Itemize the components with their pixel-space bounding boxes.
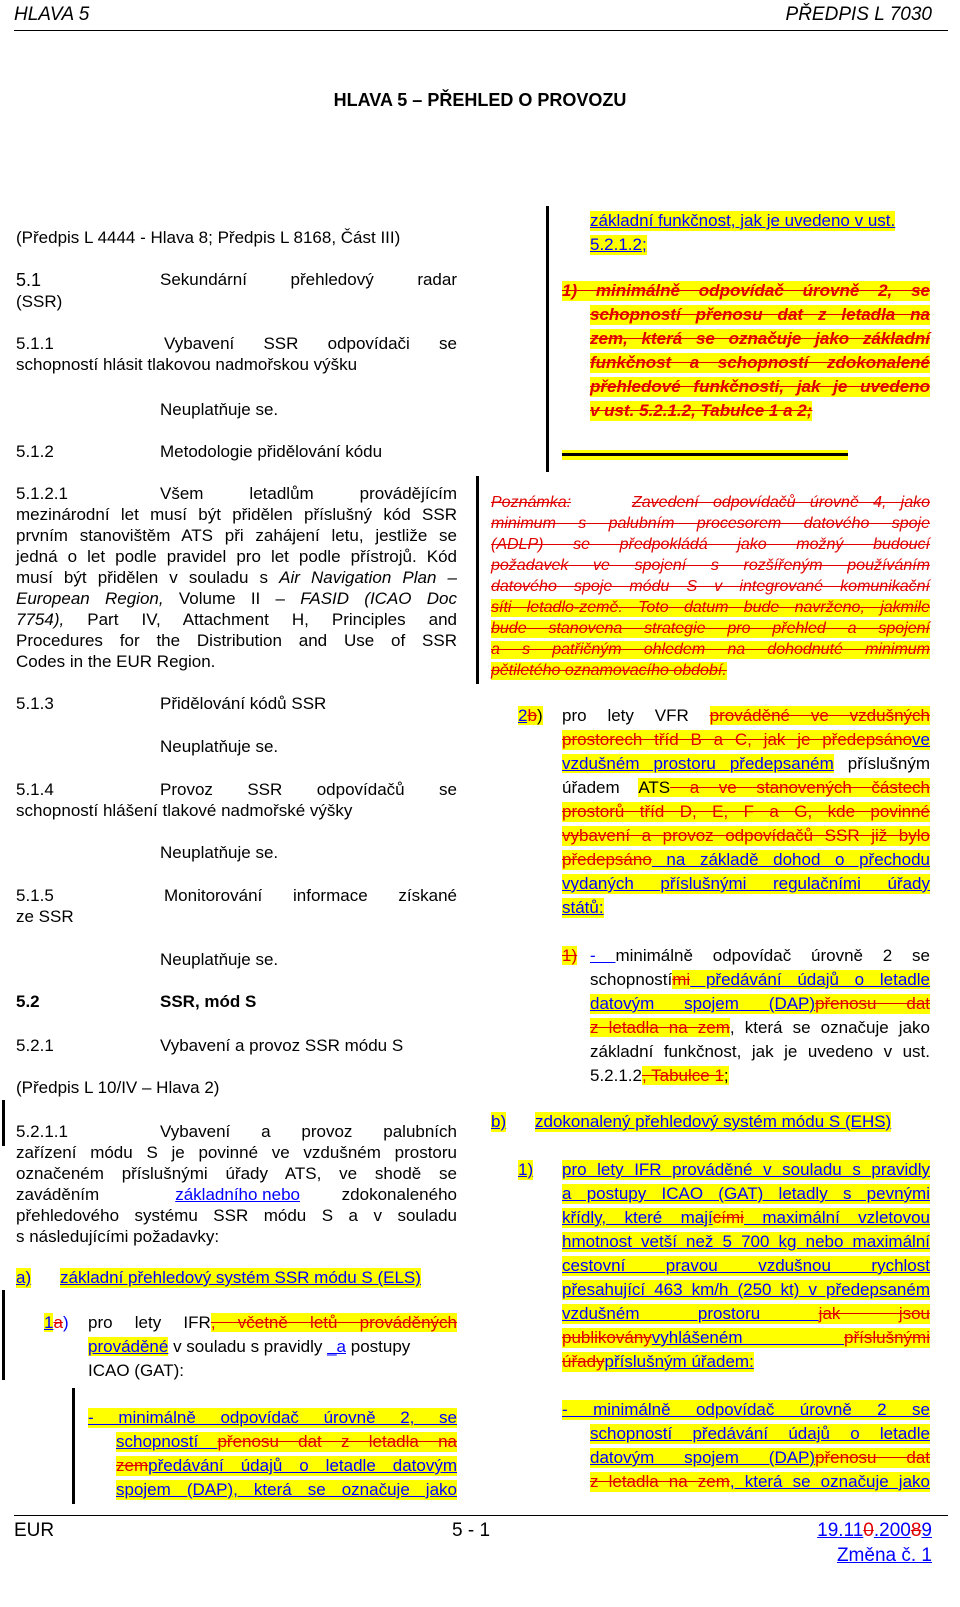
deleted-text: předepsáno <box>562 850 652 869</box>
item-b2-line <box>562 850 930 870</box>
deleted-text: přenosu dat <box>815 994 930 1013</box>
not-applicable-2: Neuplatňuje se. <box>160 737 279 756</box>
paragraph-line: Vybavení a provoz palubních <box>160 1122 457 1141</box>
section-5-1-title-cont: (SSR) <box>16 292 63 311</box>
item-a1-line <box>88 1313 457 1333</box>
text-run: 5.2.1.2 <box>590 1066 642 1085</box>
dash-line: - minimálně odpovídač úrovně 2 se <box>562 1400 930 1419</box>
section-5-1-5-number: 5.1.5 <box>16 886 54 905</box>
paragraph-line: Všem letadlům provádějícím <box>160 484 457 503</box>
change-bar <box>2 1290 5 1380</box>
dash-line: schopností předávání údajů o letadle <box>590 1424 930 1443</box>
chapter-title: HLAVA 5 – PŘEHLED O PROVOZU <box>333 90 627 110</box>
item-b1-line <box>562 1352 754 1372</box>
item-b-text: zdokonalený přehledový systém módu S (EHS) <box>535 1112 892 1131</box>
section-5-1-title: Sekundární přehledový radar <box>160 270 457 289</box>
deleted-text: zem <box>116 1456 149 1475</box>
deleted-rule <box>562 453 848 456</box>
dash-line: spojem (DAP), která se označuje jako <box>116 1480 457 1499</box>
source-reference: (Předpis L 4444 - Hlava 8; Předpis L 8168, Část III) <box>16 228 401 247</box>
deleted-text: b <box>527 706 537 725</box>
inserted-text: 19 <box>817 1520 839 1541</box>
item-b1-line: cestovní pravou vzdušnou rychlost <box>562 1256 930 1275</box>
deleted-text: 0 <box>863 1520 874 1541</box>
item-b2-line: prostorů tříd D, E, F a G, kde povinné <box>562 802 930 821</box>
not-applicable-3: Neuplatňuje se. <box>160 843 279 862</box>
continued-line: 5.2.1.2; <box>590 235 647 254</box>
item-b2-line <box>562 706 930 726</box>
deleted-line: v ust. 5.2.1.2, Tabulce 1 a 2; <box>590 401 813 420</box>
text-run: ; <box>723 1066 729 1085</box>
item-b1-line: přesahující 463 km/h (250 kt) v předepsaném <box>562 1280 930 1299</box>
section-5-1-4-title-cont: schopností hlášení tlakové nadmořské výšky <box>16 801 353 820</box>
deleted-text: 8 <box>910 1520 922 1541</box>
text-run: schopností <box>590 970 673 989</box>
inserted-text: ve <box>912 730 930 749</box>
list-label-a: a) <box>16 1268 32 1287</box>
section-5-1-number: 5.1 <box>16 270 42 290</box>
text-run: příslušným <box>833 754 930 773</box>
item-a1-line <box>88 1337 410 1357</box>
inserted-text: datovým spojem (DAP) <box>590 1448 816 1467</box>
section-5-1-2-title: Metodologie přidělování kódu <box>160 442 383 461</box>
deleted-text: a <box>53 1313 63 1332</box>
deleted-text: a ve stanovených částech <box>670 778 930 797</box>
change-bar <box>546 206 549 472</box>
text-run: ATS <box>638 778 671 797</box>
section-5-1-4-title: Provoz SSR odpovídačů se <box>160 780 457 799</box>
inserted-text: vzdušném prostoru <box>562 1304 819 1323</box>
inserted-text: _a <box>327 1337 347 1356</box>
paragraph-line: Codes in the EUR Region. <box>16 652 216 671</box>
sub-line <box>590 994 930 1014</box>
note-line: Zavedení odpovídačů úrovně 4, jako <box>632 494 930 511</box>
inserted-text: maximální vzletovou <box>743 1208 930 1227</box>
header-rule <box>14 30 948 31</box>
paragraph-line: označeném příslušnými úřady ATS, ve shodě se <box>16 1164 457 1183</box>
deleted-text: prostorech tříd B a C, jak je předepsáno <box>562 730 913 749</box>
text-run: úřadem <box>562 778 639 797</box>
item-b2-line <box>562 754 930 774</box>
sub-line: základní funkčnost, jak je uvedeno v ust. <box>590 1042 930 1061</box>
paragraph-line: prvním stanovištěm ATS při zahájení letu, jestliže se <box>16 526 457 545</box>
deleted-text: 1) <box>562 946 578 965</box>
note-label: Poznámka: <box>491 494 572 511</box>
deleted-text: z letadla na zem <box>590 1472 730 1491</box>
sub-line <box>590 1018 930 1038</box>
note-line: pětiletého oznamovacího období. <box>491 662 727 679</box>
inserted-text: křídly, které mají <box>562 1208 713 1227</box>
inserted-text: .200 <box>873 1520 911 1541</box>
deleted-text: přenosu dat z letadla na <box>217 1432 457 1451</box>
deleted-line: zem, která se označuje jako základní <box>590 329 930 348</box>
continued-line: základní funkčnost, jak je uvedeno v ust. <box>590 211 896 230</box>
section-5-2-1-number: 5.2.1 <box>16 1036 54 1055</box>
section-5-1-1-number: 5.1.1 <box>16 334 54 353</box>
deleted-text: , včetně letů prováděných <box>210 1313 458 1332</box>
text-run: Volume II – <box>163 589 301 608</box>
paragraph-line: Procedures for the Distribution and Use of SSR <box>16 631 457 650</box>
dash-line <box>590 1448 930 1468</box>
deleted-text: , Tabulce 1 <box>642 1066 724 1085</box>
paragraph-line <box>16 568 457 588</box>
deleted-line: funkčnost a schopností zdokonalené <box>590 353 930 372</box>
item-b2-line: vydaných příslušnými regulačními úřady <box>562 874 930 893</box>
text-run: Part IV, Attachment H, Principles and <box>64 610 457 629</box>
section-5-1-1-title-cont: schopností hlásit tlakovou nadmořskou výšku <box>16 355 358 374</box>
text-run: , která se označuje jako <box>729 1018 930 1037</box>
inserted-text: základního nebo <box>175 1185 300 1204</box>
dash-line <box>116 1432 457 1452</box>
sub-line <box>590 970 930 990</box>
deleted-text: příslušnými <box>844 1328 930 1347</box>
change-bar <box>476 476 479 684</box>
item-a1-line: ICAO (GAT): <box>88 1361 185 1380</box>
note-line: požadavek ve spojení s rozšířeným používáním <box>491 557 930 574</box>
text-run: musí být přidělen v souladu s <box>16 568 280 587</box>
item-b2-sub-label <box>562 946 577 966</box>
text-run: pro lety IFR <box>88 1313 211 1332</box>
footer-page-number: 5 - 1 <box>452 1520 491 1541</box>
not-applicable-1: Neuplatňuje se. <box>160 400 279 419</box>
change-bar <box>2 1100 5 1146</box>
deleted-text: prováděné ve vzdušných <box>709 706 930 725</box>
section-5-2-title: SSR, mód S <box>160 992 257 1011</box>
deleted-text: publikovány <box>562 1328 652 1347</box>
section-5-1-3-title: Přidělování kódů SSR <box>160 694 327 713</box>
text-run: pro lety VFR <box>562 706 710 725</box>
deleted-text: úřady <box>562 1352 605 1371</box>
inserted-text: příslušným úřadem: <box>604 1352 754 1371</box>
deleted-text: mi <box>672 970 691 989</box>
footer-rule <box>14 1515 948 1516</box>
section-5-2-number: 5.2 <box>16 992 40 1011</box>
text-run: v souladu s pravidly <box>168 1337 328 1356</box>
paragraph-number: 5.2.1.1 <box>16 1122 68 1141</box>
note-line: minimum s palubním procesorem datového spoje <box>491 515 930 532</box>
paragraph-line: jedná o let podle pravidel pro let podle přístrojů. Kód <box>16 547 457 566</box>
section-5-1-5-title: Monitorování informace získané <box>164 886 457 905</box>
document-title-italic: Air Navigation Plan – <box>279 568 457 587</box>
document-title-italic: European Region, <box>16 589 164 608</box>
dash-line: - minimálně odpovídač úrovně 2, se <box>88 1408 457 1427</box>
item-b2-line: vybavení a provoz odpovídačů SSR již bylo <box>562 826 930 845</box>
item-b2-label <box>518 706 543 726</box>
text-run: postupy <box>346 1337 411 1356</box>
deleted-line: přehledové funkčnosti, jak je uvedeno <box>590 377 930 396</box>
inserted-text: 1 <box>44 1313 54 1332</box>
text-run: minimálně odpovídač úrovně 2 se <box>615 946 930 965</box>
item-b2-line <box>562 730 930 750</box>
deleted-text: jak jsou <box>818 1304 930 1323</box>
paragraph-line: zaváděním <box>16 1185 100 1204</box>
inserted-text: datovým spojem (DAP) <box>590 994 816 1013</box>
inserted-text: , která se označuje jako <box>729 1472 930 1491</box>
deleted-text: cími <box>712 1208 744 1227</box>
section-5-1-2-number: 5.1.2 <box>16 442 54 461</box>
text-run: ) <box>62 1313 69 1332</box>
paragraph-line <box>16 589 457 609</box>
paragraph-line: přehledového systému SSR módu S a v souladu <box>16 1206 457 1225</box>
footer-date <box>817 1520 932 1542</box>
document-title-italic: FASID (ICAO Doc <box>300 589 458 608</box>
inserted-text: 9 <box>921 1520 932 1541</box>
paragraph-number: 5.1.2.1 <box>16 484 68 503</box>
paragraph-line: s následujícími požadavky: <box>16 1227 220 1246</box>
deleted-text: přenosu dat <box>815 1448 930 1467</box>
paragraph-line <box>16 610 457 630</box>
section-5-1-4-number: 5.1.4 <box>16 780 54 799</box>
inserted-text: - <box>590 946 616 965</box>
inserted-text: prováděné <box>88 1337 169 1356</box>
inserted-text: .11 <box>838 1520 864 1541</box>
sub-line <box>590 1066 729 1086</box>
item-b1-line: pro lety IFR prováděné v souladu s pravidly <box>562 1160 930 1179</box>
note-line: (ADLP) se předpokládá jako možný budoucí <box>491 536 930 553</box>
document-title-italic: 7754), <box>16 610 65 629</box>
note-line: datového spoje módu S v integrované komunikační <box>491 578 930 595</box>
section-5-1-1-title: Vybavení SSR odpovídači se <box>164 334 457 353</box>
inserted-text: na základě dohod o přechodu <box>651 850 930 869</box>
deleted-line: 1) minimálně odpovídač úrovně 2, se <box>562 281 930 300</box>
list-label-b: b) <box>491 1112 507 1131</box>
section-5-1-3-number: 5.1.3 <box>16 694 54 713</box>
item-a1-label <box>44 1313 69 1333</box>
header-left: HLAVA 5 <box>14 4 90 25</box>
section-5-2-1-reference: (Předpis L 10/IV – Hlava 2) <box>16 1078 220 1097</box>
inserted-text: vzdušném prostoru předepsaném <box>562 754 834 773</box>
footer-left: EUR <box>14 1520 55 1541</box>
deleted-text: z letadla na zem <box>590 1018 730 1037</box>
sub-line <box>590 946 930 966</box>
header-right: PŘEDPIS L 7030 <box>785 4 932 25</box>
inserted-text: schopností <box>116 1432 218 1451</box>
inserted-text: předávání údajů o letadle datovým <box>148 1456 457 1475</box>
note-line: síti letadlo-země. Toto datum bude navrženo, jakmile <box>491 599 930 616</box>
note-line: bude stanovena strategie pro přehled a spojení <box>491 620 930 637</box>
item-b1-line: hmotnost vetší než 5 700 kg nebo maximální <box>562 1232 930 1251</box>
inserted-text: 2 <box>518 706 528 725</box>
item-b1-line: a postupy ICAO (GAT) letadly s pevnými <box>562 1184 930 1203</box>
item-b1-line <box>562 1304 930 1324</box>
paragraph-line: mezinárodní let musí být přidělen příslušný kód SSR <box>16 505 457 524</box>
dash-line <box>116 1456 457 1476</box>
item-b2-line: států: <box>562 898 604 917</box>
item-b1-line <box>562 1328 930 1348</box>
dash-line <box>590 1472 930 1492</box>
item-a-text: základní přehledový systém SSR módu S (ELS) <box>60 1268 421 1287</box>
footer-change: Změna č. 1 <box>836 1545 932 1566</box>
not-applicable-4: Neuplatňuje se. <box>160 950 279 969</box>
item-b1-line <box>562 1208 930 1228</box>
note-line: a s patřičným ohledem na dohodnuté minimum <box>491 641 930 658</box>
paragraph-line: zařízení módu S je povinné ve vzdušném prostoru <box>16 1143 457 1162</box>
deleted-line: schopností přenosu dat z letadla na <box>590 305 930 324</box>
text-run: ) <box>536 706 543 725</box>
inserted-text: vyhlášeném <box>651 1328 845 1347</box>
change-bar <box>72 1388 75 1504</box>
section-5-2-1-title: Vybavení a provoz SSR módu S <box>160 1036 404 1055</box>
section-5-1-5-title-cont: ze SSR <box>16 907 74 926</box>
paragraph-line: zdokonaleného <box>341 1185 457 1204</box>
inserted-text: předávání údajů o letadle <box>690 970 930 989</box>
item-b2-line <box>562 778 930 798</box>
item-b1-label: 1) <box>518 1160 534 1179</box>
